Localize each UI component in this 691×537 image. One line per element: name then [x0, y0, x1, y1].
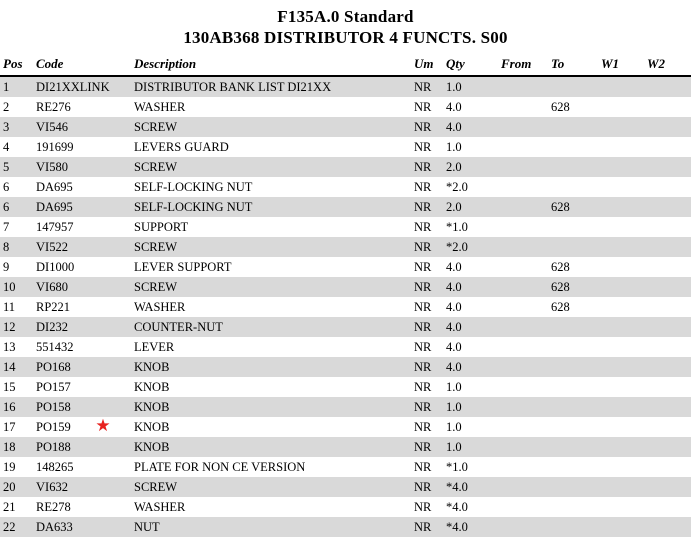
cell-qty: 4.0	[443, 337, 498, 357]
cell-from	[498, 137, 548, 157]
cell-w2	[644, 157, 691, 177]
cell-qty: 4.0	[443, 257, 498, 277]
cell-to	[548, 497, 598, 517]
cell-w2	[644, 377, 691, 397]
cell-description: PLATE FOR NON CE VERSION	[131, 457, 411, 477]
cell-code: 148265	[33, 457, 131, 477]
cell-pos: 6	[0, 177, 33, 197]
cell-w1	[598, 457, 644, 477]
table-row	[0, 237, 691, 257]
cell-from	[498, 297, 548, 317]
cell-um: NR	[411, 437, 443, 457]
cell-code: 551432	[33, 337, 131, 357]
cell-qty: 2.0	[443, 197, 498, 217]
cell-to	[548, 217, 598, 237]
cell-to	[548, 417, 598, 437]
table-row	[0, 477, 691, 497]
cell-w1	[598, 337, 644, 357]
table-body	[0, 76, 691, 537]
cell-to	[548, 157, 598, 177]
cell-um: NR	[411, 237, 443, 257]
table-row	[0, 177, 691, 197]
cell-from	[498, 337, 548, 357]
cell-code: DA695	[33, 197, 131, 217]
column-header-to: To	[548, 54, 598, 76]
cell-to: 628	[548, 97, 598, 117]
cell-w2	[644, 257, 691, 277]
cell-code: PO188	[33, 437, 131, 457]
cell-to	[548, 397, 598, 417]
cell-from	[498, 97, 548, 117]
table-row	[0, 277, 691, 297]
cell-from	[498, 257, 548, 277]
cell-w1	[598, 177, 644, 197]
cell-pos: 21	[0, 497, 33, 517]
cell-um: NR	[411, 477, 443, 497]
cell-from	[498, 357, 548, 377]
cell-qty: *4.0	[443, 497, 498, 517]
cell-qty: 1.0	[443, 417, 498, 437]
cell-w2	[644, 297, 691, 317]
cell-to	[548, 177, 598, 197]
cell-to	[548, 76, 598, 97]
cell-from	[498, 517, 548, 537]
cell-from	[498, 197, 548, 217]
cell-description: LEVER SUPPORT	[131, 257, 411, 277]
cell-description: SCREW	[131, 277, 411, 297]
cell-w2	[644, 177, 691, 197]
cell-description: KNOB	[131, 417, 411, 437]
cell-qty: 1.0	[443, 76, 498, 97]
cell-from	[498, 457, 548, 477]
cell-um: NR	[411, 317, 443, 337]
cell-w2	[644, 117, 691, 137]
cell-w2	[644, 457, 691, 477]
cell-code: DA695	[33, 177, 131, 197]
cell-w2	[644, 497, 691, 517]
column-header-w1: W1	[598, 54, 644, 76]
cell-to: 628	[548, 257, 598, 277]
cell-description: WASHER	[131, 97, 411, 117]
cell-to	[548, 117, 598, 137]
cell-to	[548, 437, 598, 457]
cell-w2	[644, 477, 691, 497]
cell-w2	[644, 237, 691, 257]
cell-from	[498, 317, 548, 337]
table-row	[0, 457, 691, 477]
cell-pos: 2	[0, 97, 33, 117]
table-row	[0, 437, 691, 457]
cell-to	[548, 337, 598, 357]
table-row	[0, 317, 691, 337]
cell-w2	[644, 437, 691, 457]
cell-pos: 1	[0, 76, 33, 97]
cell-to: 628	[548, 277, 598, 297]
cell-code: VI632	[33, 477, 131, 497]
cell-pos: 9	[0, 257, 33, 277]
table-row	[0, 417, 691, 437]
table-row	[0, 137, 691, 157]
cell-pos: 20	[0, 477, 33, 497]
header-row	[0, 54, 691, 76]
table-row	[0, 377, 691, 397]
cell-from	[498, 277, 548, 297]
cell-w1	[598, 417, 644, 437]
cell-pos: 10	[0, 277, 33, 297]
cell-w1	[598, 477, 644, 497]
cell-w2	[644, 217, 691, 237]
cell-qty: 1.0	[443, 437, 498, 457]
cell-w1	[598, 517, 644, 537]
document-title	[0, 0, 691, 48]
table-header	[0, 54, 691, 76]
cell-pos: 4	[0, 137, 33, 157]
cell-from	[498, 437, 548, 457]
cell-code: RE278	[33, 497, 131, 517]
cell-code: 147957	[33, 217, 131, 237]
cell-w1	[598, 317, 644, 337]
cell-um: NR	[411, 76, 443, 97]
cell-to	[548, 377, 598, 397]
cell-qty: 4.0	[443, 297, 498, 317]
cell-w1	[598, 377, 644, 397]
cell-qty: 2.0	[443, 157, 498, 177]
cell-pos: 11	[0, 297, 33, 317]
cell-um: NR	[411, 517, 443, 537]
cell-code: 191699	[33, 137, 131, 157]
star-icon: ★	[95, 417, 111, 435]
table-row	[0, 97, 691, 117]
cell-from	[498, 497, 548, 517]
cell-to	[548, 237, 598, 257]
cell-um: NR	[411, 117, 443, 137]
cell-description: SELF-LOCKING NUT	[131, 197, 411, 217]
table-row	[0, 76, 691, 97]
cell-description: DISTRIBUTOR BANK LIST DI21XX	[131, 76, 411, 97]
cell-w1	[598, 297, 644, 317]
cell-qty: 4.0	[443, 117, 498, 137]
cell-description: SCREW	[131, 477, 411, 497]
column-header-um: Um	[411, 54, 443, 76]
cell-description: KNOB	[131, 397, 411, 417]
cell-code: RE276	[33, 97, 131, 117]
cell-description: SUPPORT	[131, 217, 411, 237]
cell-w1	[598, 137, 644, 157]
cell-description: SCREW	[131, 157, 411, 177]
cell-description: SCREW	[131, 237, 411, 257]
code-text: PO159	[36, 419, 71, 434]
cell-from	[498, 417, 548, 437]
cell-um: NR	[411, 457, 443, 477]
cell-um: NR	[411, 197, 443, 217]
cell-qty: 4.0	[443, 317, 498, 337]
cell-pos: 13	[0, 337, 33, 357]
cell-um: NR	[411, 337, 443, 357]
table-row	[0, 257, 691, 277]
cell-from	[498, 157, 548, 177]
cell-description: COUNTER-NUT	[131, 317, 411, 337]
cell-qty: 4.0	[443, 357, 498, 377]
cell-pos: 3	[0, 117, 33, 137]
cell-w1	[598, 437, 644, 457]
column-header-qty: Qty	[443, 54, 498, 76]
cell-w1	[598, 277, 644, 297]
cell-qty: *4.0	[443, 517, 498, 537]
cell-w1	[598, 357, 644, 377]
cell-w1	[598, 97, 644, 117]
cell-w2	[644, 517, 691, 537]
cell-qty: 1.0	[443, 397, 498, 417]
cell-w1	[598, 117, 644, 137]
cell-to: 628	[548, 197, 598, 217]
cell-description: SCREW	[131, 117, 411, 137]
cell-from	[498, 397, 548, 417]
cell-code: RP221	[33, 297, 131, 317]
title-line-assembly: 130AB368 DISTRIBUTOR 4 FUNCTS. S00	[183, 28, 508, 47]
cell-description: SELF-LOCKING NUT	[131, 177, 411, 197]
cell-um: NR	[411, 97, 443, 117]
cell-to	[548, 457, 598, 477]
cell-qty: *1.0	[443, 457, 498, 477]
cell-pos: 17	[0, 417, 33, 437]
cell-qty: *1.0	[443, 217, 498, 237]
cell-w2	[644, 397, 691, 417]
cell-from	[498, 377, 548, 397]
cell-w2	[644, 76, 691, 97]
cell-code: PO168	[33, 357, 131, 377]
cell-w1	[598, 76, 644, 97]
column-header-w2: W2	[644, 54, 691, 76]
title-line-model: F135A.0 Standard	[277, 7, 414, 26]
cell-from	[498, 217, 548, 237]
cell-w2	[644, 417, 691, 437]
cell-w2	[644, 97, 691, 117]
cell-from	[498, 117, 548, 137]
cell-um: NR	[411, 137, 443, 157]
cell-to	[548, 357, 598, 377]
cell-um: NR	[411, 397, 443, 417]
cell-um: NR	[411, 157, 443, 177]
cell-code: DI1000	[33, 257, 131, 277]
cell-to: 628	[548, 297, 598, 317]
cell-w1	[598, 397, 644, 417]
cell-um: NR	[411, 497, 443, 517]
cell-from	[498, 76, 548, 97]
cell-um: NR	[411, 217, 443, 237]
cell-w1	[598, 237, 644, 257]
cell-code: DA633	[33, 517, 131, 537]
cell-description: NUT	[131, 517, 411, 537]
cell-pos: 12	[0, 317, 33, 337]
cell-w1	[598, 197, 644, 217]
cell-to	[548, 477, 598, 497]
cell-code: DI232	[33, 317, 131, 337]
cell-qty: *2.0	[443, 177, 498, 197]
cell-w1	[598, 497, 644, 517]
cell-w2	[644, 337, 691, 357]
cell-code: PO157	[33, 377, 131, 397]
cell-pos: 14	[0, 357, 33, 377]
table-row	[0, 357, 691, 377]
table-row	[0, 517, 691, 537]
cell-description: LEVERS GUARD	[131, 137, 411, 157]
table-row	[0, 337, 691, 357]
cell-qty: *4.0	[443, 477, 498, 497]
table-row	[0, 397, 691, 417]
table-row	[0, 197, 691, 217]
parts-table	[0, 54, 691, 537]
cell-code: VI580	[33, 157, 131, 177]
cell-from	[498, 237, 548, 257]
column-header-from: From	[498, 54, 548, 76]
cell-to	[548, 137, 598, 157]
cell-um: NR	[411, 277, 443, 297]
cell-pos: 19	[0, 457, 33, 477]
cell-pos: 16	[0, 397, 33, 417]
table-row	[0, 157, 691, 177]
column-header-code: Code	[33, 54, 131, 76]
cell-code	[33, 417, 131, 437]
cell-w2	[644, 357, 691, 377]
cell-qty: 4.0	[443, 277, 498, 297]
cell-code: VI680	[33, 277, 131, 297]
cell-description: KNOB	[131, 377, 411, 397]
cell-description: WASHER	[131, 297, 411, 317]
column-header-pos: Pos	[0, 54, 33, 76]
cell-pos: 22	[0, 517, 33, 537]
cell-w2	[644, 137, 691, 157]
cell-description: WASHER	[131, 497, 411, 517]
cell-um: NR	[411, 297, 443, 317]
cell-qty: 1.0	[443, 137, 498, 157]
cell-pos: 8	[0, 237, 33, 257]
cell-description: LEVER	[131, 337, 411, 357]
cell-w2	[644, 277, 691, 297]
cell-description: KNOB	[131, 437, 411, 457]
table-row	[0, 117, 691, 137]
cell-pos: 7	[0, 217, 33, 237]
cell-qty: 1.0	[443, 377, 498, 397]
table-row	[0, 497, 691, 517]
cell-to	[548, 517, 598, 537]
cell-code: DI21XXLINK	[33, 76, 131, 97]
cell-um: NR	[411, 357, 443, 377]
cell-w2	[644, 317, 691, 337]
cell-code: VI522	[33, 237, 131, 257]
cell-um: NR	[411, 377, 443, 397]
cell-qty: 4.0	[443, 97, 498, 117]
cell-to	[548, 317, 598, 337]
cell-from	[498, 177, 548, 197]
cell-code: VI546	[33, 117, 131, 137]
cell-pos: 18	[0, 437, 33, 457]
table-row	[0, 297, 691, 317]
cell-pos: 5	[0, 157, 33, 177]
cell-um: NR	[411, 417, 443, 437]
cell-description: KNOB	[131, 357, 411, 377]
cell-code: PO158	[33, 397, 131, 417]
cell-w1	[598, 217, 644, 237]
cell-um: NR	[411, 257, 443, 277]
cell-pos: 15	[0, 377, 33, 397]
table-row	[0, 217, 691, 237]
cell-w1	[598, 257, 644, 277]
cell-w1	[598, 157, 644, 177]
cell-w2	[644, 197, 691, 217]
column-header-description: Description	[131, 54, 411, 76]
cell-um: NR	[411, 177, 443, 197]
cell-from	[498, 477, 548, 497]
cell-pos: 6	[0, 197, 33, 217]
cell-qty: *2.0	[443, 237, 498, 257]
